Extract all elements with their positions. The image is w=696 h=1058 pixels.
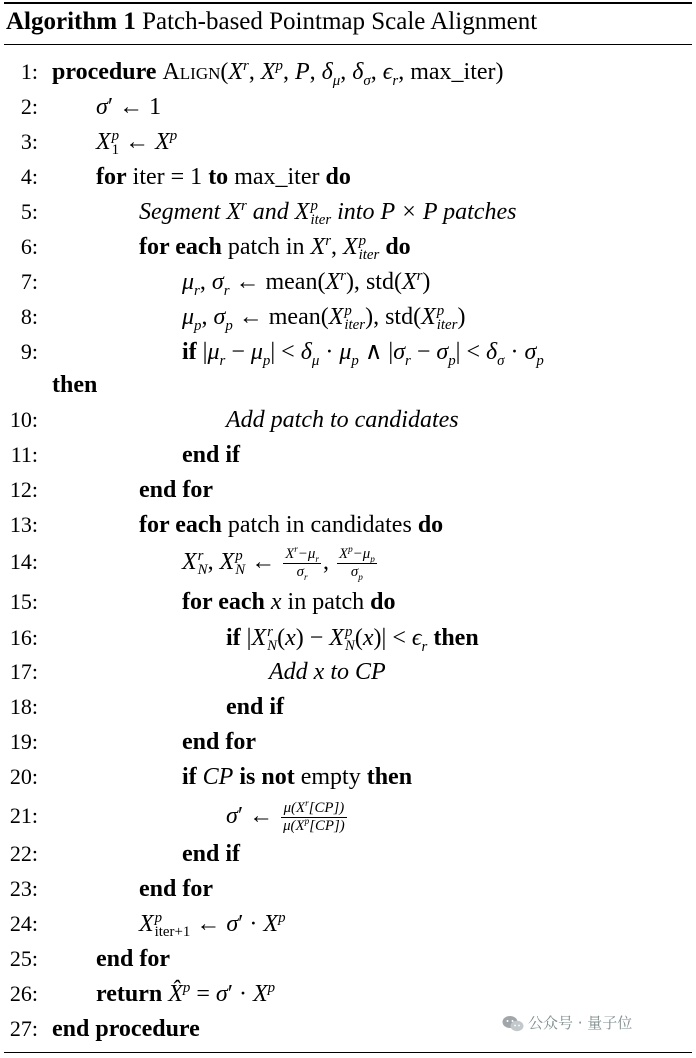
keyword-end-for: end for: [139, 477, 213, 503]
keyword-end-for: end for: [96, 946, 170, 972]
algo-line-24: 24: X p iter+1 ← $\sigma' \cdot X^p$: [0, 906, 696, 942]
keyword-if: if: [226, 625, 241, 651]
keyword-procedure: procedure: [52, 59, 157, 85]
line-number: 25:: [9, 946, 38, 971]
line-number: 2:: [20, 94, 38, 119]
std-fn: std: [385, 304, 414, 330]
algo-line-2: 2: σ′ ← 1: [0, 89, 696, 125]
algo-line-18: [0, 689, 696, 725]
line-number: 15:: [9, 589, 38, 614]
algorithm-label: Algorithm 1: [6, 8, 136, 35]
keyword-for: for: [96, 164, 127, 190]
algo-line-25: [0, 941, 696, 977]
keyword-return: return: [96, 981, 163, 1007]
line-number: 19:: [9, 729, 38, 754]
line-number: 14:: [9, 549, 38, 574]
algo-line-20: 20: if CP is not empty then: [0, 759, 696, 795]
segment-word: Segment: [139, 199, 221, 225]
algo-line-26: 26: return X̂$^p$ = $\sigma' \cdot X^p$: [0, 976, 696, 1012]
line-number: 16:: [9, 625, 38, 650]
line-number: 27:: [9, 1016, 38, 1041]
algo-line-8: 8: $\mu_p$, $\sigma_p$ ← mean(X p iter ), std(X p iter ): [0, 299, 696, 335]
algo-line-9: 9: if $|\mu_r - \mu_p| < \delta_\mu \cdot \mu_p$ ∧ $|\sigma_r - \sigma_p| < \delta_\sigma \cdot \sigma_p$: [0, 334, 696, 370]
algo-line-4: 4: for iter = 1 to max_iter do: [0, 159, 696, 195]
keyword-end-procedure: end procedure: [52, 1016, 200, 1042]
line-number: 6:: [20, 234, 38, 259]
keyword-then: then: [366, 764, 413, 790]
add-word: Add: [269, 659, 308, 685]
keyword-end-for: end for: [139, 876, 213, 902]
line-number: 23:: [9, 876, 38, 901]
keyword-for-each: for each: [139, 512, 222, 538]
line-number: 11:: [10, 442, 38, 467]
line-number: 4:: [20, 164, 38, 189]
line-number: 21:: [9, 803, 38, 828]
line-number: 1:: [20, 59, 38, 84]
into-word: into: [337, 199, 375, 225]
watermark: [502, 1012, 632, 1033]
patches-word: patches: [443, 199, 517, 225]
max-iter-param: max_iter: [410, 59, 496, 85]
max-iter-var: max_iter: [234, 164, 320, 190]
keyword-for-each: for each: [139, 234, 222, 260]
line-number: 26:: [9, 981, 38, 1006]
std-fn: std: [365, 269, 394, 295]
algo-line-11: [0, 437, 696, 473]
keyword-if: if: [182, 339, 197, 365]
keyword-end-if: end if: [182, 442, 241, 468]
line-number: 12:: [9, 477, 38, 502]
algo-line-23: [0, 871, 696, 907]
keyword-to: to: [208, 164, 229, 190]
line-number: 10:: [9, 407, 38, 432]
keyword-do: do: [325, 164, 351, 190]
algo-line-17: 17: Add x to CP: [0, 654, 696, 690]
to-word: to: [330, 659, 349, 685]
algo-line-7: 7: $\mu_r$, $\sigma_r$ ← $mean(X^r)$, $std(X^r)$: [0, 264, 696, 300]
in-patch-text: in patch: [287, 589, 365, 615]
algo-line-14: 14: X r N , X p N ← $\frac{X^r-\mu_r}{\sigma_r}$ , $\frac{X^p-\mu_p}{\sigma_p}$: [9, 543, 375, 582]
empty-word: empty: [300, 764, 361, 790]
keyword-if: if: [182, 764, 197, 790]
algorithm-title: Patch-based Pointmap Scale Alignment: [142, 8, 538, 35]
algo-line-16: 16: if |X r N (x) − X p N $(x)| < \epsilon_r$ then: [0, 620, 696, 656]
algo-line-3: 3: X p 1 ← $X^p$: [0, 124, 696, 160]
add-patch-text: Add patch to candidates: [226, 407, 459, 433]
algo-line-10: [0, 402, 696, 438]
procedure-name: Align: [162, 59, 221, 85]
algo-line-9-cont: [0, 367, 696, 403]
mean-fn: mean: [265, 269, 318, 295]
algo-line-13: [0, 507, 696, 543]
top-rule: [4, 2, 692, 4]
iter-var: iter: [132, 164, 165, 190]
keyword-then: then: [433, 625, 479, 651]
keyword-do: do: [385, 234, 411, 260]
watermark-text: 公众号 · 量子位: [528, 1014, 633, 1032]
algo-line-19: [0, 724, 696, 760]
algo-line-6: 6: for each patch in $X^r$, X p iter do: [0, 229, 696, 265]
keyword-is-not: is not: [239, 764, 295, 790]
line-number: 17:: [9, 659, 38, 684]
line-number: 20:: [9, 764, 38, 789]
line-number: 13:: [9, 512, 38, 537]
line-number: 22:: [9, 841, 38, 866]
keyword-then: then: [52, 372, 98, 398]
wechat-icon: [502, 1015, 524, 1033]
mean-fn: mean: [268, 304, 321, 330]
keyword-do: do: [370, 589, 396, 615]
algo-line-22: [0, 836, 696, 872]
line-number: 5:: [20, 199, 38, 224]
and-word: and: [252, 199, 289, 225]
line-number: 7:: [20, 269, 38, 294]
line-number: 24:: [9, 911, 38, 936]
keyword-do: do: [417, 512, 444, 538]
line-number: 18:: [9, 694, 38, 719]
patch-in-text: patch in: [227, 234, 305, 260]
keyword-for-each: for each: [182, 589, 265, 615]
keyword-end-if: end if: [226, 694, 285, 720]
algorithm-caption: [6, 8, 537, 36]
algo-line-5: 5: Segment $X^r$ and X p iter into P × P patches: [0, 194, 696, 230]
keyword-end-for: end for: [182, 729, 256, 755]
bottom-rule: [4, 1052, 692, 1053]
algo-line-12: [0, 472, 696, 508]
line-number: 9:: [20, 339, 38, 364]
caption-rule: [4, 44, 692, 45]
keyword-end-if: end if: [182, 841, 241, 867]
algo-line-15: 15: for each x in patch do: [0, 584, 696, 620]
algo-line-1: 1: procedure $Align(X^r$, $X^p$, P, $\delta_\mu$, $\delta_\sigma$, $\epsilon_r$, max_iter): [0, 54, 696, 90]
line-number: 8:: [20, 304, 38, 329]
patch-in-candidates-text: patch in candidates: [227, 512, 412, 538]
line-number: 3:: [20, 129, 38, 154]
algo-line-21: 21: σ′ ← $\frac{\mu(X^r[CP])}{\mu(X^p[CP])}$: [9, 797, 345, 834]
